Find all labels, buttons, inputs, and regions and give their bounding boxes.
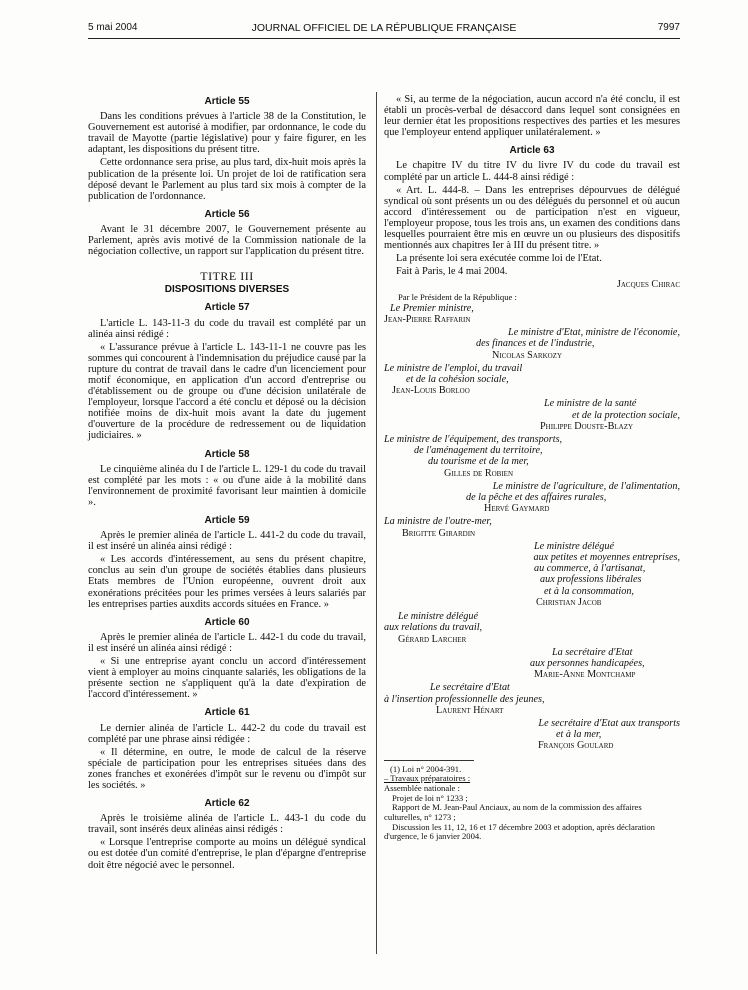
labor-relations-minister-title-2: aux relations du travail,	[384, 622, 483, 634]
economy-minister-title-2: des finances et de l'industrie,	[476, 338, 595, 350]
article-58-title: Article 58	[204, 448, 250, 460]
labor-relations-minister-name: Gérard Larcher	[398, 633, 467, 645]
footnote-law-number: (1) Loi n° 2004-391.	[390, 763, 462, 774]
president-name: Jacques Chirac	[616, 279, 680, 291]
article-61-paragraph-1: Le dernier alinéa de l'article L. 442-2 du code du travail est complété par une phrase ainsi rédigée :	[88, 722, 366, 745]
left-column	[88, 94, 366, 873]
sme-minister-title-5: et à la consommation,	[544, 585, 634, 597]
sme-minister-title-3: au commerce, à l'artisanat,	[534, 563, 646, 575]
footnote-report: Rapport de M. Jean-Paul Anciaux, au nom de la commission des affaires culturelles, n° 1273 ;	[384, 802, 642, 823]
health-minister-title-2: et de la protection sociale,	[572, 409, 680, 421]
sme-minister-title-1: Le ministre délégué	[534, 540, 614, 552]
footnote-bill: Projet de loi n° 1233 ;	[392, 792, 468, 803]
article-61-paragraph-2: « Il détermine, en outre, le mode de calcul de la réserve spéciale de participation pour les entreprises situées dans des zones franches et exonérées d'impôt sur le revenu ou d'impôt sur les sociétés. »	[88, 746, 366, 791]
transport-secretary-name: François Goulard	[538, 740, 614, 752]
employment-minister-name: Jean-Louis Borloo	[392, 385, 470, 397]
column-divider	[376, 92, 377, 954]
article-63-title: Article 63	[509, 145, 555, 157]
titre-subheading: DISPOSITIONS DIVERSES	[164, 284, 290, 296]
article-63-paragraph-1: Le chapitre IV du titre IV du livre IV du code du travail est complété par un article L. 444-8 ainsi rédigé :	[384, 160, 680, 183]
overseas-minister-name: Brigitte Girardin	[402, 527, 476, 539]
economy-minister-title-1: Le ministre d'Etat, ministre de l'économie,	[508, 327, 680, 339]
employment-minister-title-2: et de la cohésion sociale,	[406, 374, 509, 386]
article-56-title: Article 56	[204, 208, 250, 220]
youth-secretary-title-1: Le secrétaire d'Etat	[430, 682, 510, 694]
agriculture-minister-name: Hervé Gaymard	[484, 503, 550, 515]
disability-secretary-name: Marie-Anne Montchamp	[534, 669, 636, 681]
signatures	[384, 279, 680, 751]
footnote-discussion: Discussion les 11, 12, 16 et 17 décembre 2003 et adoption, après déclaration d'urgence, le 6 janvier 2004.	[384, 821, 655, 842]
agriculture-minister-title-2: de la pêche et des affaires rurales,	[466, 492, 607, 504]
article-57-paragraph-2: « L'assurance prévue à l'article L. 143-11-1 ne couvre pas les sommes qui concourent à l'indemnisation du préjudice causé par la rupture du contrat de travail dans le cadre d'un licenciement pour motif économique, en application d'un accord d'entreprise ou d'établissement ou de groupe ou d'une décision unilatérale de l'employeur, lorsque l'accord a été conclu et déposé ou la décision notifiée moins de dix-huit mois avant la date du jugement d'ouverture de la procédure de redressement ou de liquidation judiciaires. »	[88, 341, 367, 442]
article-55-paragraph-2: Cette ordonnance sera prise, au plus tard, dix-huit mois après la publication de la présente loi. Un projet de loi de ratification sera déposé devant le Parlement au plus tard six mois à compter de la publication de l'ordonnance.	[88, 157, 366, 202]
article-57-title: Article 57	[204, 302, 250, 314]
par-le-president: Par le Président de la République :	[398, 291, 517, 302]
equipment-minister-title-3: du tourisme et de la mer,	[428, 456, 529, 468]
article-55-paragraph-1: Dans les conditions prévues à l'article 38 de la Constitution, le Gouvernement est autorisé à modifier, par ordonnance, le code du travail de Mayotte (partie législative) pour y faire figurer, en les adaptant, les dispositions du présent titre.	[88, 111, 366, 156]
sme-minister-title-2: aux petites et moyennes entreprises,	[533, 552, 680, 564]
employment-minister-title-1: Le ministre de l'emploi, du travail	[384, 362, 523, 374]
titre-heading: TITRE III	[200, 269, 254, 284]
pm-title: Le Premier ministre,	[390, 302, 474, 314]
page-header	[88, 22, 680, 36]
youth-secretary-title-2: à l'insertion professionnelle des jeunes,	[384, 693, 545, 705]
article-57-paragraph-1: L'article L. 143-11-3 du code du travail est complété par un alinéa ainsi rédigé :	[88, 317, 366, 340]
article-62-continuation: « Si, au terme de la négociation, aucun accord n'a été conclu, il est établi un procès-verbal de désaccord dans lequel sont consignées en leur dernier état les propositions respectives des parties et les mesures que l'employeur entend appliquer unilatéralement. »	[384, 94, 680, 139]
sme-minister-title-4: aux professions libérales	[540, 574, 642, 586]
article-58-paragraph-1: Le cinquième alinéa du I de l'article L. 129-1 du code du travail est complété par les mots : « ou d'une aide à la mobilité dans l'environnement de proximité favorisant leur maintien à domicile ».	[88, 463, 366, 508]
health-minister-title-1: Le ministre de la santé	[544, 398, 637, 410]
header-page-number: 7997	[657, 22, 680, 33]
article-62-paragraph-2: « Lorsque l'entreprise comporte au moins un délégué syndical ou est dotée d'un comité d'entreprise, le plan d'épargne d'entreprise doit être négocié avec le personnel.	[88, 837, 366, 871]
header-journal-title: JOURNAL OFFICIEL DE LA RÉPUBLIQUE FRANÇAISE	[251, 22, 517, 34]
footnote-rule	[384, 760, 474, 761]
transport-secretary-title-2: et à la mer,	[556, 729, 602, 741]
article-59-paragraph-2: « Les accords d'intéressement, au sens du présent chapitre, conclus au sein d'un groupe de sociétés établies dans plusieurs Etats membres de l'Union européenne, ouvrent droit aux exonérations précitées pour les primes versées à leurs salariés par les entreprises parties auxdits accords situées en France. »	[88, 554, 366, 610]
article-61-title: Article 61	[204, 707, 250, 719]
article-63-paragraph-2: « Art. L. 444-8. – Dans les entreprises dépourvues de délégué syndical où sont présents un ou des délégués du personnel et où aucun accord d'intéressement ou de participation n'est en vigueur, l'employeur propose, tous les trois ans, un examen des conditions dans lesquelles pourraient être mis en œuvre un ou plusieurs des dispositifs mentionnés aux chapitres Ier à III du présent titre. »	[384, 184, 680, 252]
place-date: Fait à Paris, le 4 mai 2004.	[396, 266, 508, 278]
equipment-minister-title-2: de l'aménagement du territoire,	[414, 445, 543, 457]
article-60-paragraph-2: « Si une entreprise ayant conclu un accord d'intéressement vient à employer au moins cinquante salariés, les obligations de la présente section ne s'appliquent qu'à la date d'expiration de l'accord d'intéressement. »	[88, 656, 366, 701]
header-date: 5 mai 2004	[88, 22, 138, 33]
right-column	[384, 94, 680, 842]
execution-clause: La présente loi sera exécutée comme loi de l'Etat.	[396, 253, 602, 265]
economy-minister-name: Nicolas Sarkozy	[492, 349, 563, 361]
pm-name: Jean-Pierre Raffarin	[384, 314, 471, 326]
footnote-travaux-heading: – Travaux préparatoires :	[384, 773, 471, 784]
article-60-title: Article 60	[204, 616, 250, 628]
footnotes	[384, 765, 680, 843]
disability-secretary-title-2: aux personnes handicapées,	[530, 657, 645, 669]
header-rule	[88, 38, 680, 39]
footnote-assembly-heading: Assemblée nationale :	[384, 782, 460, 793]
health-minister-name: Philippe Douste-Blazy	[540, 420, 634, 432]
equipment-minister-name: Gilles de Robien	[444, 467, 514, 479]
article-62-paragraph-1: Après le troisième alinéa de l'article L. 443-1 du code du travail, sont insérés deux alinéas ainsi rédigés :	[88, 813, 366, 836]
equipment-minister-title-1: Le ministre de l'équipement, des transports,	[384, 434, 563, 446]
article-55-title: Article 55	[204, 96, 250, 107]
disability-secretary-title-1: La secrétaire d'Etat	[552, 646, 633, 658]
labor-relations-minister-title-1: Le ministre délégué	[398, 611, 478, 623]
article-59-paragraph-1: Après le premier alinéa de l'article L. 441-2 du code du travail, il est inséré un alinéa ainsi rédigé :	[88, 530, 366, 553]
youth-secretary-name: Laurent Hénart	[436, 704, 504, 716]
article-56-paragraph-1: Avant le 31 décembre 2007, le Gouvernement présente au Parlement, après avis motivé de la Commission nationale de la négociation collective, un rapport sur l'application du présent titre.	[88, 223, 366, 258]
article-60-paragraph-1: Après le premier alinéa de l'article L. 442-1 du code du travail, il est inséré un alinéa ainsi rédigé :	[88, 631, 366, 654]
article-59-title: Article 59	[204, 515, 250, 526]
sme-minister-name: Christian Jacob	[536, 596, 602, 608]
overseas-minister-title: La ministre de l'outre-mer,	[384, 516, 492, 528]
transport-secretary-title-1: Le secrétaire d'Etat aux transports	[538, 717, 680, 729]
agriculture-minister-title-1: Le ministre de l'agriculture, de l'alimentation,	[492, 480, 680, 492]
article-62-title: Article 62	[204, 798, 250, 810]
